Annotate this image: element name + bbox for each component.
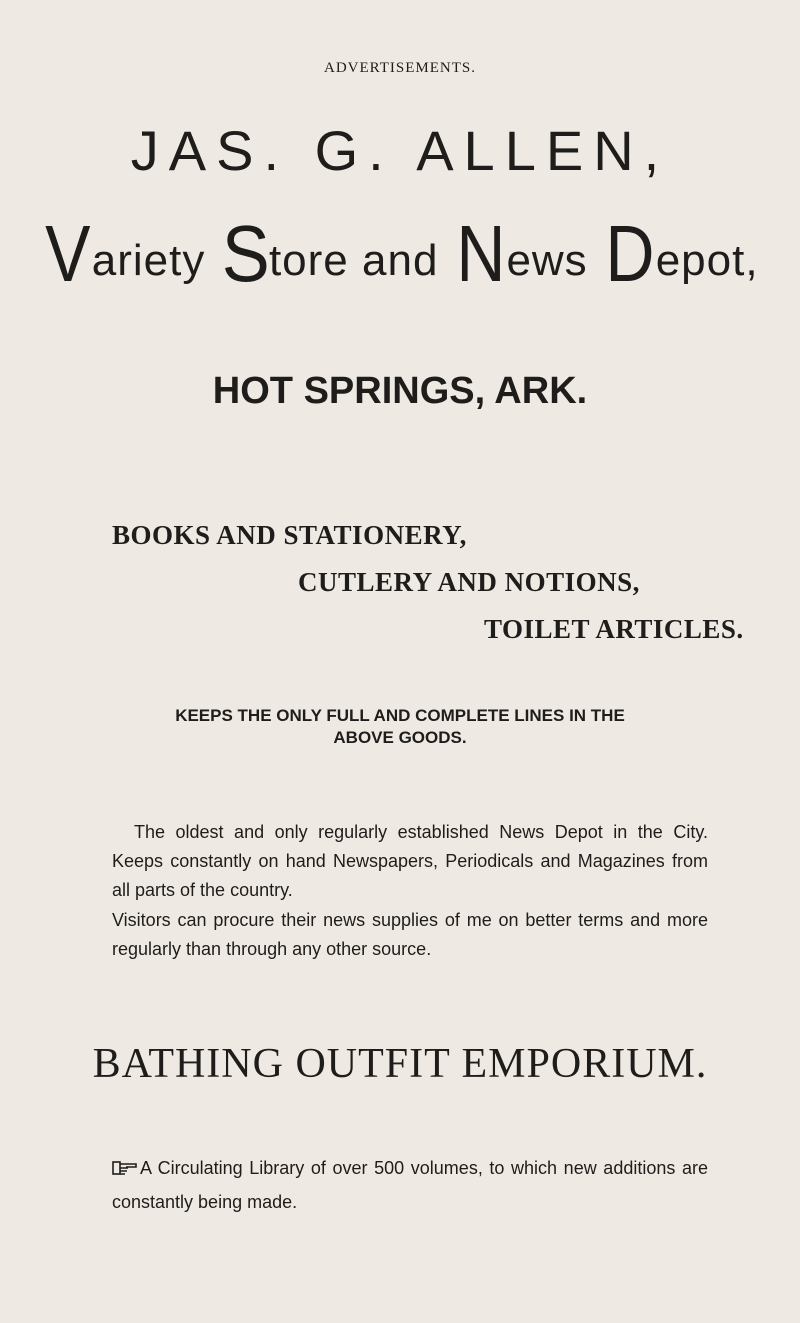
tagline-word-variety: ariety bbox=[91, 236, 206, 285]
pointing-hand-icon bbox=[112, 1156, 138, 1187]
keeps-line-1: KEEPS THE ONLY FULL AND COMPLETE LINES IN THE bbox=[175, 706, 625, 725]
tagline-cap-s: S bbox=[221, 209, 271, 298]
keeps-notice bbox=[0, 705, 800, 749]
location: HOT SPRINGS, ARK. bbox=[212, 370, 588, 412]
tagline-cap-d: D bbox=[605, 209, 656, 298]
tagline-word-news: ews bbox=[506, 236, 588, 285]
tagline-word-store: tore and bbox=[268, 236, 439, 285]
library-text: A Circulating Library of over 500 volumes, to which new additions are constantly being made. bbox=[112, 1158, 708, 1212]
business-tagline bbox=[0, 208, 800, 298]
stock-line-toilet: TOILET ARTICLES. bbox=[484, 614, 744, 644]
keeps-line-2: ABOVE GOODS. bbox=[333, 728, 467, 747]
paragraph-news-depot: The oldest and only regularly established News Depot in the City. Keeps constantly on hand Newspapers, Periodicals and Magazines from all parts of the country. bbox=[112, 822, 708, 900]
stock-line-cutlery: CUTLERY AND NOTIONS, bbox=[298, 567, 640, 597]
page-header: ADVERTISEMENTS. bbox=[323, 60, 476, 76]
paragraph-visitors: Visitors can procure their news supplies of me on better terms and more regularly than through any other source. bbox=[112, 910, 708, 959]
bathing-heading: BATHING OUTFIT EMPORIUM. bbox=[92, 1041, 708, 1087]
business-name: JAS. G. ALLEN, bbox=[130, 119, 670, 182]
tagline-cap-n: N bbox=[456, 209, 507, 298]
tagline-word-depot: epot, bbox=[655, 236, 759, 285]
tagline-cap-v: V bbox=[45, 209, 92, 298]
library-notice bbox=[112, 1153, 708, 1218]
stock-line-books: BOOKS AND STATIONERY, bbox=[112, 520, 467, 550]
